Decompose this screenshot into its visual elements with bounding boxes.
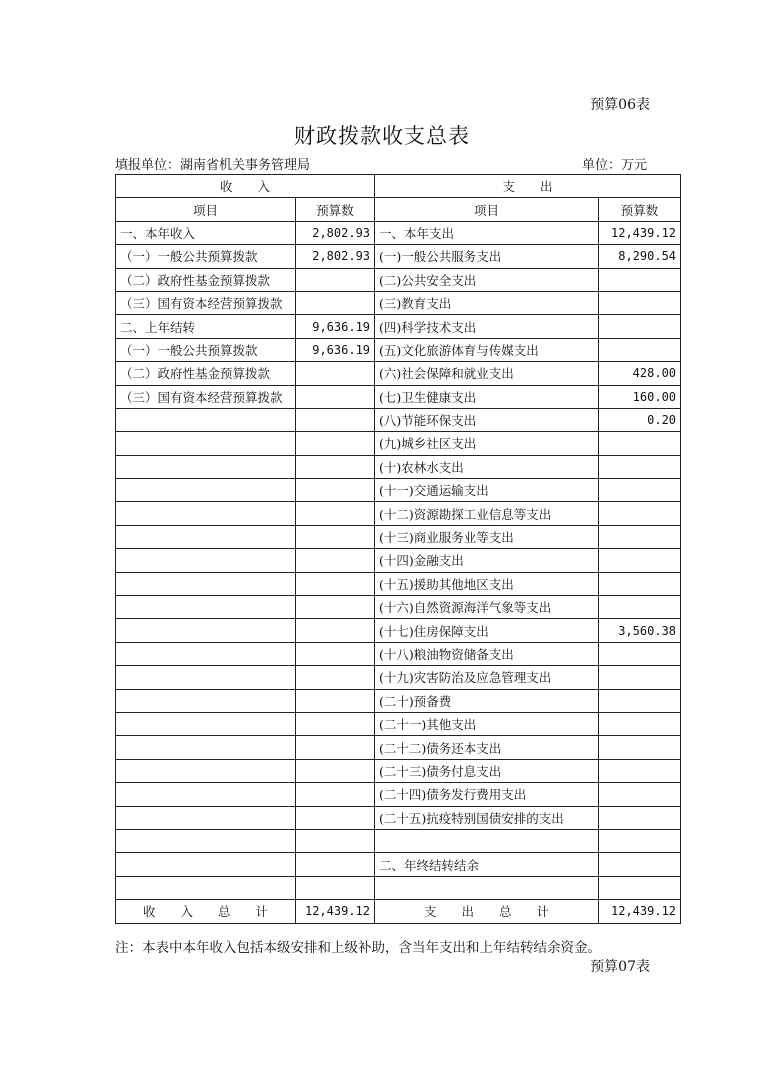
expense-budget-cell [599, 642, 681, 665]
income-budget-cell [296, 712, 375, 735]
income-item-cell [116, 619, 296, 642]
table-row [116, 315, 681, 338]
expense-item-cell: (十)农林水支出 [375, 455, 599, 478]
expense-item-cell: (六)社会保障和就业支出 [375, 362, 599, 385]
expense-budget-cell [599, 479, 681, 502]
expense-budget-cell [599, 291, 681, 314]
expense-budget-cell [599, 712, 681, 735]
expense-item-cell: (十四)金融支出 [375, 549, 599, 572]
income-item-cell: 二、上年结转 [116, 315, 296, 338]
expense-budget-cell [599, 572, 681, 595]
income-item-cell: （二）政府性基金预算拨款 [116, 362, 296, 385]
income-item-cell [116, 736, 296, 759]
income-budget-cell [296, 549, 375, 572]
income-item-cell [116, 525, 296, 548]
expense-budget-cell [599, 853, 681, 876]
total-row [116, 900, 681, 923]
expense-budget-cell [599, 666, 681, 689]
income-budget-cell [296, 362, 375, 385]
income-budget-cell [296, 455, 375, 478]
expense-item-cell: (七)卫生健康支出 [375, 385, 599, 408]
expense-budget-cell [599, 783, 681, 806]
table-row [116, 525, 681, 548]
table-row [116, 479, 681, 502]
expense-item-cell: (十八)粮油物资储备支出 [375, 642, 599, 665]
expense-item-cell: (二)公共安全支出 [375, 268, 599, 291]
expense-item-cell: (二十)预备费 [375, 689, 599, 712]
table-row [116, 666, 681, 689]
income-budget-cell [296, 876, 375, 899]
income-item-cell: 一、本年收入 [116, 221, 296, 244]
income-item-cell: （一）一般公共预算拨款 [116, 245, 296, 268]
income-budget-cell [296, 268, 375, 291]
expense-item-cell: (四)科学技术支出 [375, 315, 599, 338]
income-item-cell [116, 502, 296, 525]
income-budget-cell [296, 596, 375, 619]
table-row [116, 245, 681, 268]
expense-item-cell: (十二)资源勘探工业信息等支出 [375, 502, 599, 525]
expense-item-cell: (五)文化旅游体育与传媒支出 [375, 338, 599, 361]
income-item-cell: （一）一般公共预算拨款 [116, 338, 296, 361]
budget-table [115, 174, 681, 924]
income-item-cell: （二）政府性基金预算拨款 [116, 268, 296, 291]
income-item-cell [116, 455, 296, 478]
income-budget-cell [296, 853, 375, 876]
expense-budget-cell [599, 432, 681, 455]
income-item-cell [116, 712, 296, 735]
expense-budget-header: 预算数 [599, 198, 681, 221]
table-row [116, 362, 681, 385]
expense-item-cell [375, 876, 599, 899]
expense-budget-cell [599, 596, 681, 619]
expense-budget-cell: 0.20 [599, 408, 681, 431]
income-item-cell: （三）国有资本经营预算拨款 [116, 291, 296, 314]
table-row [116, 876, 681, 899]
income-budget-cell: 9,636.19 [296, 315, 375, 338]
expense-budget-cell: 12,439.12 [599, 221, 681, 244]
expense-total-value: 12,439.12 [599, 900, 681, 923]
expense-item-cell: (二十三)债务付息支出 [375, 759, 599, 782]
expense-item-cell: (八)节能环保支出 [375, 408, 599, 431]
expense-item-cell: (十五)援助其他地区支出 [375, 572, 599, 595]
expense-budget-cell [599, 806, 681, 829]
table-row [116, 502, 681, 525]
income-budget-cell: 2,802.93 [296, 221, 375, 244]
income-total-label: 收 入 总 计 [116, 900, 296, 923]
income-item-cell [116, 876, 296, 899]
expense-budget-cell: 8,290.54 [599, 245, 681, 268]
income-item-cell [116, 432, 296, 455]
table-row [116, 408, 681, 431]
form-code: 预算06表 [590, 97, 650, 113]
income-budget-cell [296, 666, 375, 689]
income-item-cell: （三）国有资本经营预算拨款 [116, 385, 296, 408]
income-budget-cell: 2,802.93 [296, 245, 375, 268]
expense-item-cell: (二十一)其他支出 [375, 712, 599, 735]
expense-item-cell: (二十五)抗疫特别国债安排的支出 [375, 806, 599, 829]
table-row [116, 338, 681, 361]
income-budget-cell [296, 502, 375, 525]
expense-budget-cell [599, 829, 681, 852]
table-row [116, 736, 681, 759]
footnote: 注：本表中本年收入包括本级安排和上级补助，含当年支出和上年结转结余资金。 [115, 940, 601, 956]
income-item-cell [116, 853, 296, 876]
income-item-cell [116, 829, 296, 852]
expense-budget-cell [599, 268, 681, 291]
expense-budget-cell [599, 759, 681, 782]
income-budget-cell [296, 829, 375, 852]
expense-section-header: 支 出 [375, 175, 681, 198]
expense-item-cell: (九)城乡社区支出 [375, 432, 599, 455]
currency-unit: 单位：万元 [581, 158, 647, 173]
income-item-cell [116, 642, 296, 665]
expense-item-header: 项目 [375, 198, 599, 221]
income-budget-cell: 9,636.19 [296, 338, 375, 361]
income-budget-cell [296, 619, 375, 642]
income-budget-cell [296, 432, 375, 455]
next-form-code: 预算07表 [590, 959, 650, 975]
table-row [116, 455, 681, 478]
table-row [116, 268, 681, 291]
expense-budget-cell [599, 502, 681, 525]
table-row [116, 689, 681, 712]
income-budget-header: 预算数 [296, 198, 375, 221]
column-header-row [116, 198, 681, 221]
income-item-cell [116, 572, 296, 595]
expense-budget-cell [599, 876, 681, 899]
expense-item-cell: 一、本年支出 [375, 221, 599, 244]
table-row [116, 619, 681, 642]
income-budget-cell [296, 408, 375, 431]
income-budget-cell [296, 385, 375, 408]
table-row [116, 596, 681, 619]
expense-budget-cell [599, 525, 681, 548]
expense-budget-cell [599, 315, 681, 338]
expense-budget-cell: 428.00 [599, 362, 681, 385]
table-row [116, 642, 681, 665]
income-item-cell [116, 596, 296, 619]
income-item-cell [116, 806, 296, 829]
table-row [116, 783, 681, 806]
table-row [116, 385, 681, 408]
expense-item-cell: (十六)自然资源海洋气象等支出 [375, 596, 599, 619]
income-budget-cell [296, 689, 375, 712]
income-item-cell [116, 549, 296, 572]
income-budget-cell [296, 479, 375, 502]
table-row [116, 759, 681, 782]
expense-item-cell: (一)一般公共服务支出 [375, 245, 599, 268]
expense-budget-cell [599, 549, 681, 572]
table-row [116, 829, 681, 852]
table-row [116, 291, 681, 314]
income-item-cell [116, 408, 296, 431]
expense-item-cell: (十七)住房保障支出 [375, 619, 599, 642]
income-total-value: 12,439.12 [296, 900, 375, 923]
income-budget-cell [296, 525, 375, 548]
income-item-cell [116, 479, 296, 502]
expense-item-cell: (二十四)债务发行费用支出 [375, 783, 599, 806]
expense-budget-cell [599, 455, 681, 478]
income-item-cell [116, 666, 296, 689]
table-row [116, 549, 681, 572]
income-budget-cell [296, 736, 375, 759]
expense-item-cell [375, 829, 599, 852]
income-item-cell [116, 783, 296, 806]
income-budget-cell [296, 806, 375, 829]
expense-budget-cell [599, 736, 681, 759]
expense-item-cell: (十三)商业服务业等支出 [375, 525, 599, 548]
income-budget-cell [296, 759, 375, 782]
income-budget-cell [296, 291, 375, 314]
income-budget-cell [296, 642, 375, 665]
income-item-cell [116, 689, 296, 712]
income-item-cell [116, 759, 296, 782]
expense-budget-cell: 3,560.38 [599, 619, 681, 642]
expense-total-label: 支 出 总 计 [375, 900, 599, 923]
income-section-header: 收 入 [116, 175, 375, 198]
table-row [116, 572, 681, 595]
expense-budget-cell [599, 338, 681, 361]
table-row [116, 806, 681, 829]
table-row [116, 712, 681, 735]
expense-item-cell: (十一)交通运输支出 [375, 479, 599, 502]
expense-item-cell: 二、年终结转结余 [375, 853, 599, 876]
expense-budget-cell [599, 689, 681, 712]
expense-item-cell: (十九)灾害防治及应急管理支出 [375, 666, 599, 689]
section-header-row [116, 175, 681, 198]
reporting-org: 填报单位：湖南省机关事务管理局 [115, 158, 311, 173]
income-budget-cell [296, 783, 375, 806]
table-row [116, 853, 681, 876]
income-item-header: 项目 [116, 198, 296, 221]
expense-budget-cell: 160.00 [599, 385, 681, 408]
expense-item-cell: (二十二)债务还本支出 [375, 736, 599, 759]
page-title: 财政拨款收支总表 [294, 124, 470, 148]
expense-item-cell: (三)教育支出 [375, 291, 599, 314]
income-budget-cell [296, 572, 375, 595]
table-row [116, 221, 681, 244]
table-row [116, 432, 681, 455]
